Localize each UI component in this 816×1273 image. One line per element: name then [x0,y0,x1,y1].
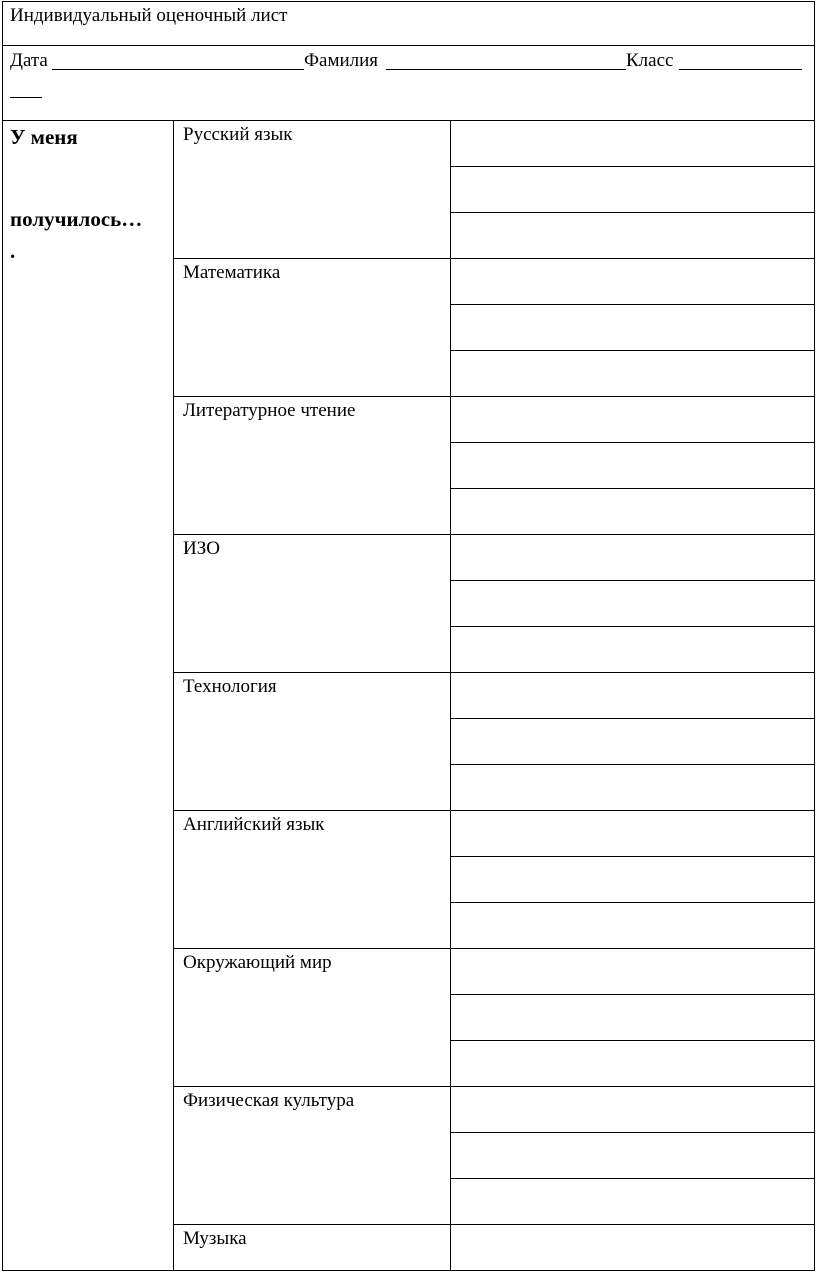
border-top [2,1,815,2]
answer-row-line[interactable] [450,488,815,489]
class-field-line[interactable] [679,69,802,70]
answer-row-line[interactable] [450,764,815,765]
subject-block-divider [173,672,815,673]
answer-row-line[interactable] [450,580,815,581]
answer-row-line[interactable] [450,718,815,719]
answer-row-line[interactable] [450,1178,815,1179]
answer-row-line[interactable] [450,856,815,857]
answer-row-line[interactable] [450,166,815,167]
subject-column-divider [450,120,451,1271]
subject-label: Физическая культура [183,1090,355,1111]
class-field-line-continued[interactable] [10,97,42,98]
subject-block-divider [173,948,815,949]
answer-row-line[interactable] [450,1132,815,1133]
answer-row-line[interactable] [450,350,815,351]
answer-row-line[interactable] [450,626,815,627]
subject-block-divider [173,396,815,397]
label-column-divider [173,120,174,1271]
header-divider [2,120,815,121]
subject-label: ИЗО [183,538,220,559]
border-left [2,1,3,1271]
subject-block-divider [173,1224,815,1225]
subject-label: Технология [183,676,277,697]
title-divider [2,45,815,46]
left-label-line1: У меня [10,125,78,149]
subject-block-divider [173,1086,815,1087]
subject-block-divider [173,534,815,535]
sheet-title: Индивидуальный оценочный лист [10,5,288,26]
answer-row-line[interactable] [450,994,815,995]
surname-label: Фамилия [304,50,379,71]
border-right [814,1,815,1271]
answer-row-line[interactable] [450,212,815,213]
left-label-line2: получилось… [10,207,143,231]
subject-block-divider [173,258,815,259]
date-label: Дата [10,50,48,71]
border-bottom [2,1270,815,1271]
subject-label: Литературное чтение [183,400,356,421]
answer-row-line[interactable] [450,442,815,443]
left-label-line3: . [10,239,16,263]
class-label: Класс [626,50,674,71]
subject-label: Окружающий мир [183,952,332,973]
subject-label: Музыка [183,1228,247,1249]
answer-row-line[interactable] [450,304,815,305]
subject-block-divider [173,810,815,811]
answer-row-line[interactable] [450,902,815,903]
subject-label: Математика [183,262,281,283]
subject-label: Русский язык [183,124,293,145]
date-field-line[interactable] [52,69,304,70]
surname-field-line[interactable] [386,69,626,70]
answer-row-line[interactable] [450,1040,815,1041]
subject-label: Английский язык [183,814,325,835]
